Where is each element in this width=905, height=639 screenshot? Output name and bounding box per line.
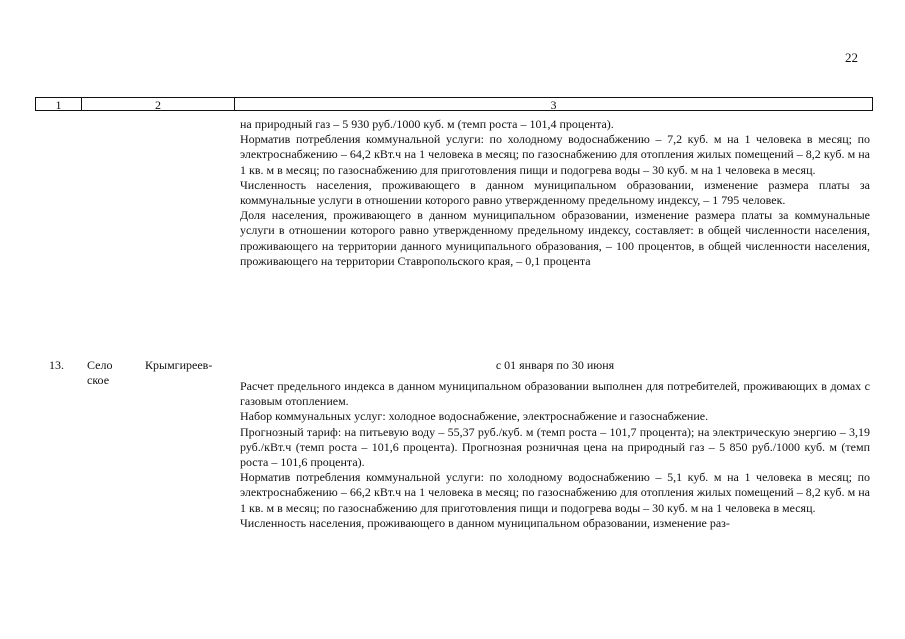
paragraph: Прогнозный тариф: на питьевую воду – 55,37 руб./куб. м (темп роста – 101,7 процента); на электрическую энергию – 3,19 руб./кВт.ч (темп роста – 101,6 процента). Прогнозная розничная цена на природный газ – 5 850 руб./1000 куб. м (темп роста – 101,6 процента). bbox=[240, 424, 870, 470]
column-1-header: 1 bbox=[36, 98, 82, 110]
paragraph: Численность населения, проживающего в данном муниципальном образовании, изменение раз- bbox=[240, 515, 730, 530]
settlement-name: Крымгиреев- bbox=[145, 358, 213, 372]
column-3-header: 3 bbox=[550, 98, 557, 112]
settlement-type: Село ское bbox=[87, 358, 113, 388]
paragraph: на природный газ – 5 930 руб./1000 куб. м (темп роста – 101,4 процента). bbox=[240, 117, 614, 131]
table-column-header bbox=[35, 97, 873, 111]
paragraph: Доля населения, проживающего в данном муниципальном образовании, изменение размера платы за коммунальные услуги в отношении которого равно утвержденному предельному индексу, составляет: в общей численности населения, проживающего на территории данного муниципального образования, – 100 процентов, в общей численности населения, проживающего на территории Ставропольского края, – 0,1 процента bbox=[240, 208, 870, 268]
paragraph: Численность населения, проживающего в данном муниципальном образовании, изменение размера платы за коммунальные услуги в отношении которого равно утвержденному предельному индексу, – 1 795 человек. bbox=[240, 177, 870, 208]
previous-entry-text bbox=[240, 117, 870, 269]
paragraph: Набор коммунальных услуг: холодное водоснабжение, электроснабжение и газоснабжение. bbox=[240, 409, 709, 424]
paragraph: Расчет предельного индекса в данном муниципальном образовании выполнен для потребителей, проживающих в домах с газовым отоплением. bbox=[240, 379, 870, 409]
paragraph: Норматив потребления коммунальной услуги: по холодному водоснабжению – 7,2 куб. м на 1 человека в месяц; по электроснабжению – 64,2 кВт.ч на 1 человека в месяц; по газоснабжению для отопления жилых помещений – 8,2 куб. м на 1 кв. м в месяц; по газоснабжению для приготовления пищи и подогрева воды – 30 куб. м на 1 человека в месяц. bbox=[240, 132, 870, 177]
row-13-text bbox=[240, 379, 870, 531]
period-heading: с 01 января по 30 июня bbox=[495, 358, 615, 372]
paragraph: Норматив потребления коммунальной услуги: по холодному водоснабжению – 5,1 куб. м на 1 человека в месяц; по электроснабжению – 66,2 кВт.ч на 1 человека в месяц; по газоснабжению для отопления жилых помещений – 8,2 куб. м на 1 кв. м в месяц; по газоснабжению для приготовления пищи и подогрева воды – 30 куб. м на 1 человека в месяц. bbox=[240, 470, 870, 515]
column-2-header: 2 bbox=[82, 98, 235, 110]
row-number: 13. bbox=[49, 358, 64, 372]
page-number: 22 bbox=[845, 50, 858, 65]
